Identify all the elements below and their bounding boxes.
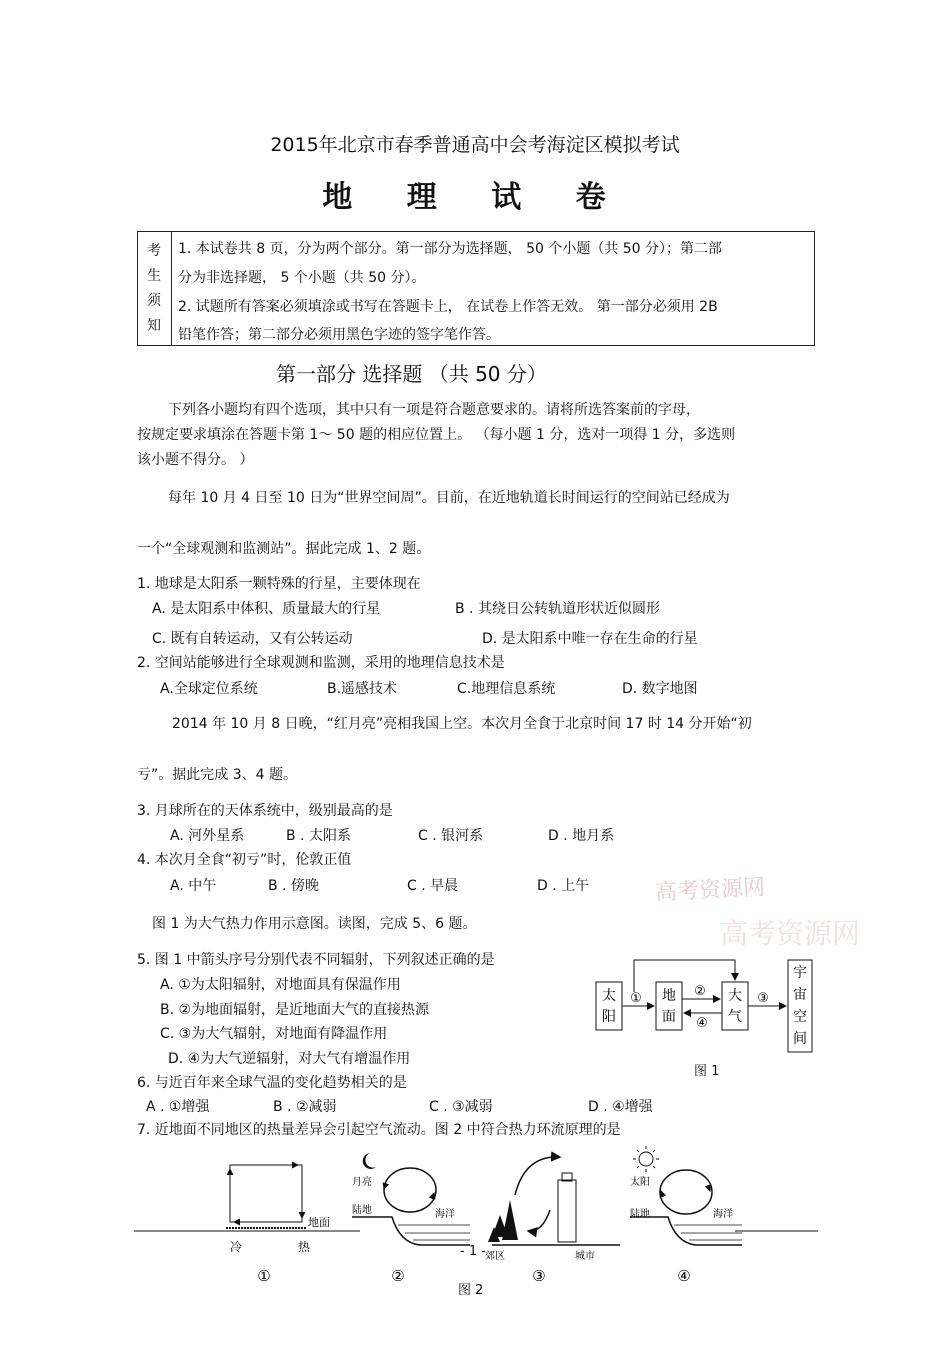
arrow-label-2: ② [694, 984, 706, 999]
notice-side-char: 考 [147, 243, 161, 259]
notice-box [137, 231, 815, 346]
space-label-4: 间 [793, 1031, 807, 1047]
q4-option-b: B . 傍晚 [268, 878, 319, 894]
panel-label-4: ④ [677, 1267, 691, 1285]
q2-option-b: B.遥感技术 [327, 681, 398, 697]
q5-option-b: B. ②为地面辐射，是近地面大气的直接热源 [160, 1002, 430, 1018]
p1-cold-label: 冷 [230, 1240, 243, 1254]
q1-option-d: D. 是太阳系中唯一存在生命的行星 [482, 631, 698, 647]
notice-side-label [138, 232, 172, 345]
arrow-label-1: ① [630, 991, 642, 1006]
sun-label-1: 太 [602, 988, 616, 1004]
ground-label-2: 面 [662, 1009, 676, 1025]
tree-icon [502, 1200, 518, 1240]
panel-2 [352, 1153, 470, 1245]
p4-sea-label: 海洋 [713, 1209, 733, 1220]
q2-option-a: A.全球定位系统 [160, 681, 258, 697]
instruction-line: 该小题不得分。 ） [137, 452, 254, 468]
q4-stem: 4. 本次月全食“初亏”时，伦敦正值 [137, 852, 352, 868]
q1-option-c: C. 既有自转运动，又有公转运动 [152, 631, 353, 647]
p2-sea-label: 海洋 [435, 1209, 455, 1220]
panel-1 [226, 1165, 330, 1254]
p4-sun-label: 太阳 [630, 1177, 650, 1188]
arrow-bypass [634, 960, 735, 992]
q1-option-b: B . 其绕日公转轨道形状近似圆形 [455, 601, 660, 617]
moon-icon [363, 1153, 376, 1169]
figure1-caption: 图 1 [694, 1064, 720, 1079]
p2-moon-label: 月亮 [352, 1177, 372, 1188]
q5-option-c: C. ③为大气辐射，对地面有降温作用 [160, 1026, 388, 1042]
building-icon [558, 1180, 576, 1242]
notice-line: 铅笔作答；第二部分必须用黑色字迹的签字笔作答。 [178, 327, 500, 343]
arrow-label-4: ④ [696, 1016, 708, 1031]
space-label-3: 空 [793, 1009, 807, 1025]
passage3: 图 1 为大气热力作用示意图。读图，完成 5、6 题。 [152, 916, 477, 932]
q2-stem: 2. 空间站能够进行全球观测和监测，采用的地理信息技术是 [137, 655, 505, 671]
q6-option-b: B . ②减弱 [273, 1099, 337, 1115]
q1-option-a: A. 是太阳系中体积、质量最大的行星 [152, 601, 381, 617]
q2-option-d: D. 数字地图 [622, 681, 698, 697]
passage2-line2: 亏”。据此完成 3、4 题。 [137, 767, 297, 783]
q3-option-c: C . 银河系 [418, 828, 484, 844]
instruction-line: 下列各小题均有四个选项，其中只有一项是符合题意要求的。请将所选答案前的字母， [168, 402, 700, 418]
notice-side-char: 知 [147, 318, 161, 334]
atmosphere-label-2: 气 [728, 1009, 742, 1025]
watermark: 高考资源网 [654, 875, 766, 906]
p4-land-label: 陆地 [630, 1209, 650, 1220]
p1-hot-label: 热 [298, 1240, 311, 1254]
part1-title: 第一部分 选择题 （共 50 分） [276, 362, 547, 386]
q5-stem: 5. 图 1 中箭头序号分别代表不同辐射，下列叙述正确的是 [137, 952, 495, 968]
q6-option-d: D . ④增强 [588, 1099, 653, 1115]
q6-stem: 6. 与近百年来全球气温的变化趋势相关的是 [137, 1075, 407, 1091]
q5-option-a: A. ①为太阳辐射，对地面具有保温作用 [160, 977, 401, 993]
q4-option-d: D . 上午 [537, 878, 590, 894]
notice-side-char: 生 [147, 268, 161, 284]
instruction-line: 按规定要求填涂在答题卡第 1～ 50 题的相应位置上。 （每小题 1 分，选对一项得 1 分，多选则 [137, 427, 736, 443]
q4-option-c: C . 早晨 [407, 878, 459, 894]
passage2-line1: 2014 年 10 月 8 日晚，“红月亮”亮相我国上空。本次月全食于北京时间 17 时 14 分开始“初 [172, 716, 752, 732]
notice-line: 分为非选择题， 5 个小题（共 50 分）。 [178, 270, 426, 286]
q7-stem: 7. 近地面不同地区的热量差异会引起空气流动。图 2 中符合热力环流原理的是 [137, 1122, 621, 1138]
ground-label-1: 地 [662, 988, 676, 1004]
exam-title: 2015年北京市春季普通高中会考海淀区模拟考试 [270, 134, 680, 156]
notice-line: 1. 本试卷共 8 页，分为两个部分。第一部分为选择题， 50 个小题（共 50 分）；第二部 [178, 241, 723, 257]
p3-suburb-label: 郊区 [485, 1251, 505, 1262]
p1-ground-label: 地面 [308, 1216, 330, 1229]
watermark: 高考资源网 [720, 917, 861, 950]
q6-option-a: A . ①增强 [146, 1099, 210, 1115]
q3-option-d: D . 地月系 [548, 828, 615, 844]
notice-side-char: 须 [147, 293, 161, 309]
panel-label-2: ② [391, 1267, 405, 1285]
space-label-2: 宙 [793, 987, 807, 1003]
sun-icon [639, 1152, 653, 1166]
panel-4 [630, 1146, 742, 1245]
atmosphere-label-1: 大 [728, 988, 742, 1004]
q3-option-b: B . 太阳系 [286, 828, 351, 844]
q4-option-a: A. 中午 [170, 878, 217, 894]
q1-stem: 1. 地球是太阳系一颗特殊的行星，主要体现在 [137, 576, 421, 592]
sun-label-2: 阳 [602, 1009, 616, 1025]
p2-land-label: 陆地 [352, 1205, 372, 1216]
passage1-line2: 一个“全球观测和监测站”。据此完成 1、2 题。 [137, 541, 431, 557]
space-label-1: 宇 [793, 965, 807, 981]
figure2-caption: 图 2 [458, 1283, 484, 1298]
figure2-diagram [130, 1145, 820, 1295]
panel-label-3: ③ [532, 1267, 546, 1285]
q2-option-c: C.地理信息系统 [457, 681, 556, 697]
subject-title: 地 理 试 卷 [322, 180, 628, 215]
page-number: - 1 - [460, 1244, 486, 1259]
panel-3 [485, 1157, 620, 1262]
passage1-line1: 每年 10 月 4 日至 10 日为“世界空间周”。目前，在近地轨道长时间运行的空间站已经成为 [168, 490, 730, 506]
arrow-label-3: ③ [757, 991, 769, 1006]
q6-option-c: C . ③减弱 [429, 1099, 493, 1115]
q5-option-d: D. ④为大气逆辐射，对大气有增温作用 [168, 1051, 411, 1067]
p3-city-label: 城市 [575, 1251, 595, 1262]
panel-label-1: ① [257, 1267, 271, 1285]
q3-option-a: A. 河外星系 [170, 828, 245, 844]
notice-line: 2. 试题所有答案必须填涂或书写在答题卡上， 在试卷上作答无效。 第一部分必须用 2B [178, 299, 718, 315]
q3-stem: 3. 月球所在的天体系统中，级别最高的是 [137, 803, 393, 819]
